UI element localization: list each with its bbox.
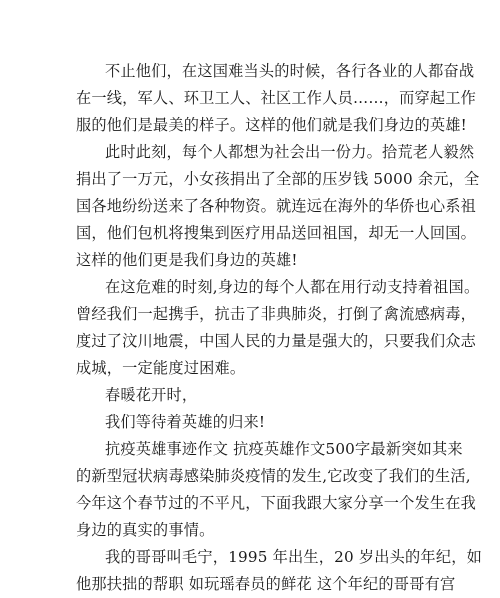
paragraph-line: 国，他们包机将搜集到医疗用品送回祖国，却无一人回国。 [76, 224, 477, 242]
paragraph-line: 的新型冠状病毒感染肺炎疫情的发生,它改变了我们的生活, [76, 467, 471, 485]
paragraph-line: 服的他们是最美的样子。这样的他们就是我们身边的英雄! [76, 116, 467, 134]
paragraph-line: 春暖花开时， [105, 386, 198, 404]
paragraph-line: 在一线，军人、环卫工人、社区工作人员……，而穿起工作 [76, 89, 477, 107]
paragraph-line: 曾经我们一起携手，抗击了非典肺炎，打倒了禽流感病毒， [76, 305, 477, 323]
paragraph-line: 这样的他们更是我们身边的英雄! [76, 251, 298, 269]
paragraph-line: 度过了汶川地震，中国人民的力量是强大的，只要我们众志 [76, 332, 477, 350]
paragraph-line: 成城，一定能度过困难。 [76, 359, 246, 377]
article-body [76, 58, 482, 593]
paragraph-line: 今年这个春节过的不平凡，下面我跟大家分享一个发生在我 [76, 494, 477, 512]
paragraph-line-cut-off: 他那扶拙的帮职 如玩瑶春员的鲜花 这个年纪的哥哥有宫 [76, 575, 456, 593]
paragraph-line: 国各地纷纷送来了各种物资。就连远在海外的华侨也心系祖 [76, 197, 477, 215]
paragraph-line: 在这危难的时刻,身边的每个人都在用行动支持着祖国。 [105, 278, 480, 296]
paragraph-line: 捐出了一万元，小女孩捐出了全部的压岁钱 5000 余元，全 [76, 170, 480, 188]
paragraph-line: 身边的真实的事情。 [76, 521, 215, 539]
paragraph-line: 此时此刻，每个人都想为社会出一份力。拾荒老人毅然 [105, 143, 475, 161]
paragraph-line: 我的哥哥叫毛宁，1995 年出生，20 岁出头的年纪，如 [105, 548, 482, 566]
paragraph-line: 抗疫英雄事迹作文 抗疫英雄作文500字最新突如其来 [105, 440, 463, 458]
paragraph-line: 不止他们，在这国难当头的时候，各行各业的人都奋战 [105, 62, 475, 80]
paragraph-line: 我们等待着英雄的归来! [105, 413, 266, 431]
